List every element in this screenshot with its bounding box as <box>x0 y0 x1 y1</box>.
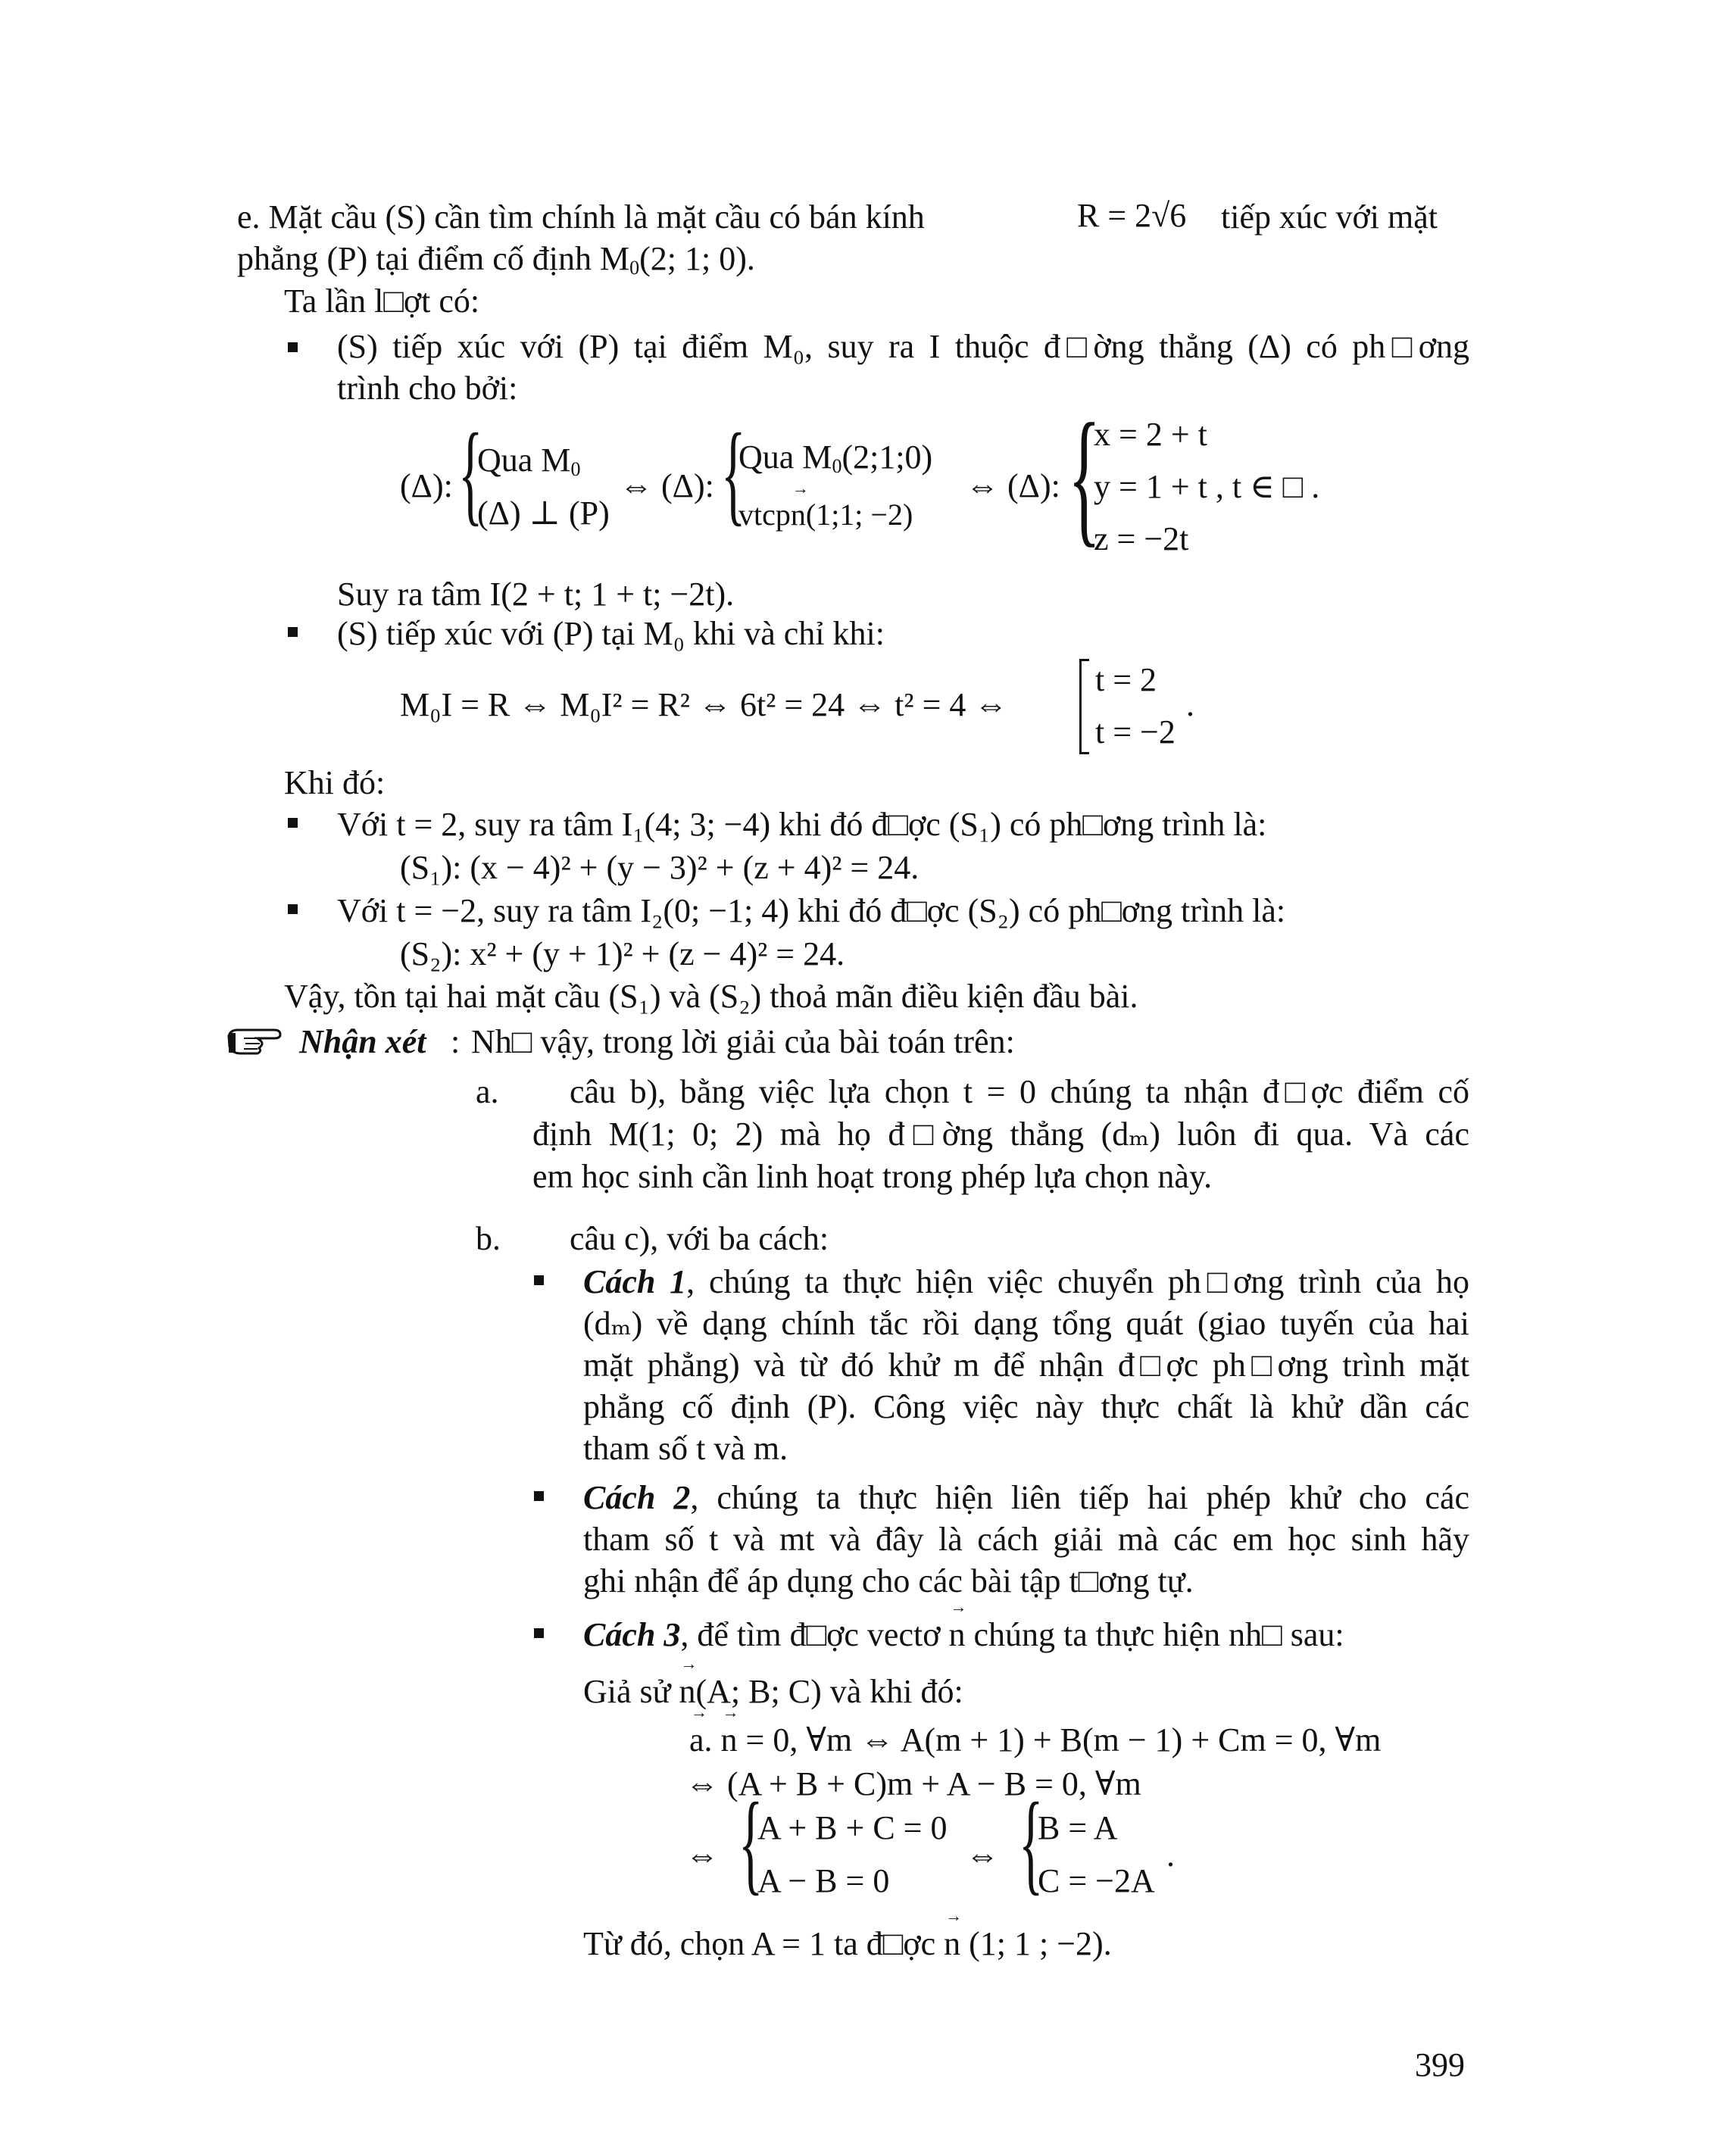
cach2-line3: ghi nhận để áp dụng cho các bài tập t□ơng tự. <box>583 1562 1194 1599</box>
bullet <box>288 904 298 914</box>
system1-mid-row1: Qua $M_0(2;1;0)$ <box>738 438 933 477</box>
remark-label: Nhận xét <box>299 1023 426 1060</box>
case2-line: Với t = −2, suy ra tâm I₂(0; −1; 4) khi đó đ□ợc (S₂) có ph□ơng trình là: <box>337 892 1286 929</box>
cach1-line4: phẳng cố định (P). Công việc này thực chất là khử dần các <box>583 1388 1469 1425</box>
pointing-hand-icon <box>227 1025 282 1056</box>
cach3-eq1: → a. → n = 0, ∀m ⇔ A(m + 1) + B(m − 1) + Cm = 0, ∀m <box>689 1724 1381 1757</box>
bullet2-line: (S) tiếp xúc với (P) tại M₀ khi và chỉ khi: <box>337 615 885 652</box>
remark-text: Nh□ vậy, trong lời giải của bài toán trên: <box>471 1023 1015 1060</box>
brace: { <box>458 410 483 536</box>
cach3-eq3-arrow: ⇔ <box>685 1836 719 1874</box>
dot: . <box>1166 1836 1175 1874</box>
system1-lhs: (Δ): <box>400 467 453 504</box>
vector-n: → n <box>949 1618 966 1652</box>
param-x: x = 2 + t <box>1094 416 1207 453</box>
cach1-line1: Cách 1, chúng ta thực hiện việc chuyển ph□ơng trình của họ <box>583 1263 1469 1300</box>
brace: { <box>1019 1780 1044 1905</box>
conclusion: Vậy, tồn tại hai mặt cầu (S₁) và (S₂) thoả mãn điều kiện đầu bài. <box>284 978 1138 1015</box>
bullet <box>534 1491 544 1501</box>
cach3-final: Từ đó, chọn A = 1 ta đ□ợc → n (1; 1 ; −2). <box>583 1927 1112 1961</box>
bullet <box>288 342 298 352</box>
item-b-marker: b. <box>476 1220 501 1257</box>
cach3-line2: Giả sử → n(A; B; C) và khi đó: <box>583 1675 963 1709</box>
dot: . <box>1186 686 1194 723</box>
part-e-line2: phẳng (P) tại điểm cố định $M_0(2$; 1; 0). <box>237 240 755 279</box>
bullet <box>288 627 298 637</box>
item-b-line1: câu c), với ba cách: <box>570 1220 829 1257</box>
item-a-line1: câu b), bằng việc lựa chọn t = 0 chúng ta nhận đ□ợc điểm cố <box>570 1073 1469 1110</box>
radius-formula: R = 2√6 <box>1077 197 1187 234</box>
system1-row1: Qua $M_0$ <box>477 442 581 480</box>
case-t-2: t = 2 <box>1095 661 1157 698</box>
system1-mid-row2: vtcp→ n(1;1; −2) <box>738 500 913 530</box>
case1-equation: (S₁): (x − 4)² + (y − 3)² + (z + 4)² = 24. <box>400 849 920 886</box>
bracket <box>1079 659 1089 754</box>
item-a-line2: định M(1; 0; 2) mà họ đ□ờng thẳng (dₘ) luôn đi qua. Và các <box>532 1116 1469 1153</box>
param-y: y = 1 + t , t ∈ □ . <box>1094 468 1320 505</box>
cach3-sys1-row2: A − B = 0 <box>757 1862 890 1899</box>
vector-n: → n <box>944 1927 960 1961</box>
cach2-line2: tham số t và mt và đây là cách giải mà các em học sinh hãy <box>583 1521 1469 1558</box>
cach3-eq2: ⇔ (A + B + C)m + A − B = 0, ∀m <box>685 1765 1141 1802</box>
part-e-line1-start: e. Mặt cầu (S) cần tìm chính là mặt cầu có bán kính <box>237 198 925 236</box>
cach2-line1: Cách 2, chúng ta thực hiện liên tiếp hai phép khử cho các <box>583 1479 1470 1516</box>
system1-row2: (Δ) ⊥ (P) <box>477 495 610 532</box>
system1-mid: ⇔ (Δ): <box>620 467 714 504</box>
bullet1-line2: trình cho bởi: <box>337 370 518 407</box>
page-number: 399 <box>1415 2046 1465 2083</box>
equation-m0i: M₀I = R ⇔ M₀I² = R² ⇔ 6t² = 24 ⇔ t² = 4 ⇔ <box>400 686 1008 723</box>
case1-line: Với t = 2, suy ra tâm I₁(4; 3; −4) khi đó đ□ợc (S₁) có ph□ơng trình là: <box>337 806 1267 843</box>
param-z: z = −2t <box>1094 520 1189 557</box>
system1-right: ⇔ (Δ): <box>966 467 1060 504</box>
cach1-line2: (dₘ) về dạng chính tắc rồi dạng tổng quát (giao tuyến của hai <box>583 1305 1469 1342</box>
cach1-line3: mặt phẳng) và từ đó khử m để nhận đ□ợc ph□ơng trình mặt <box>583 1347 1469 1384</box>
bullet1-line1: (S) tiếp xúc với (P) tại điểm M₀, suy ra I thuộc đ□ờng thẳng (Δ) có ph□ơng <box>337 328 1469 365</box>
cach3-sys2-row2: C = −2A <box>1038 1862 1155 1899</box>
part-e-line3: Ta lần l□ợt có: <box>284 282 480 320</box>
suy-ra-line: Suy ra tâm I(2 + t; 1 + t; −2t). <box>337 576 735 613</box>
vector-a: → a <box>689 1724 704 1757</box>
part-e-line1-end: tiếp xúc với mặt <box>1221 198 1438 236</box>
cach3-eq3-mid: ⇔ <box>966 1836 999 1874</box>
case2-equation: (S₂): x² + (y + 1)² + (z − 4)² = 24. <box>400 935 845 972</box>
cach1-line5: tham số t và m. <box>583 1430 788 1467</box>
vector-n: → n <box>679 1675 696 1709</box>
bullet <box>288 818 298 828</box>
cach3-sys2-row1: B = A <box>1038 1809 1118 1846</box>
remark-colon: : <box>451 1023 461 1060</box>
case-t-minus-2: t = −2 <box>1095 713 1176 751</box>
brace: { <box>1068 393 1101 560</box>
bullet <box>534 1628 544 1638</box>
cach3-sys1-row1: A + B + C = 0 <box>757 1809 948 1846</box>
cach3-line1: Cách 3, để tìm đ□ợc vectơ → n chúng ta thực hiện nh□ sau: <box>583 1618 1344 1652</box>
vector-n: → n <box>791 500 806 530</box>
brace: { <box>738 1780 763 1905</box>
item-a-line3: em học sinh cần linh hoạt trong phép lựa chọn này. <box>532 1158 1213 1195</box>
vector-n: → n <box>721 1724 738 1757</box>
brace: { <box>721 410 746 536</box>
bullet <box>534 1275 544 1285</box>
item-a-marker: a. <box>476 1073 499 1110</box>
khi-do: Khi đó: <box>284 764 386 801</box>
